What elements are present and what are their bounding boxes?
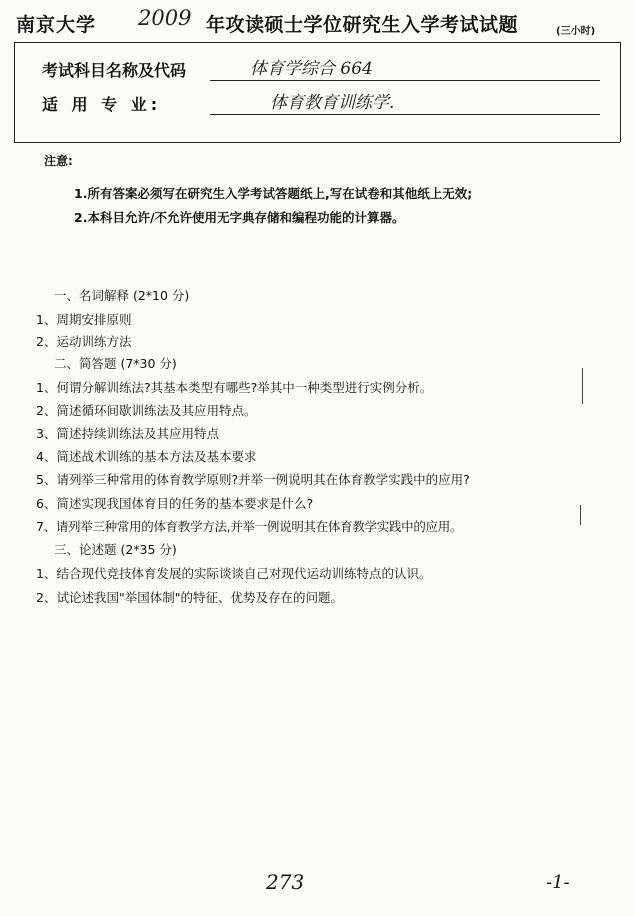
exam-title: 年攻读硕士学位研究生入学考试试题 [206, 14, 519, 36]
question-item: 4、简述战术训练的基本方法及基本要求 [36, 449, 257, 464]
note-item: 1.所有答案必须写在研究生入学考试答题纸上,写在试卷和其他纸上无效; [74, 186, 473, 201]
university-name: 南京大学 [16, 14, 97, 36]
handwritten-year: 2009 [138, 6, 192, 30]
question-item: 5、请列举三种常用的体育教学原则?并举一例说明其在体育教学实践中的应用? [36, 472, 470, 487]
question-item: 7、请列举三种常用的体育教学方法,并举一例说明其在体育教学实践中的应用。 [36, 519, 463, 534]
question-item: 2、运动训练方法 [36, 334, 132, 349]
header-top-rule [14, 42, 620, 43]
question-item: 2、简述循环间歇训练法及其应用特点。 [36, 403, 257, 418]
scan-mark [582, 368, 583, 404]
question-item: 1、结合现代竞技体育发展的实际谈谈自己对现代运动训练特点的认识。 [36, 566, 432, 581]
section-heading: 一、名词解释 (2*10 分) [54, 288, 190, 303]
subject-underline [210, 80, 600, 81]
subject-value: 体育学综合 664 [250, 59, 373, 79]
handwritten-page-code: 273 [266, 870, 305, 894]
notes-title: 注意: [44, 154, 73, 168]
scan-mark [580, 505, 581, 525]
question-item: 6、简述实现我国体育目的任务的基本要求是什么? [36, 496, 314, 511]
question-item: 2、试论述我国"举国体制"的特征、优势及存在的问题。 [36, 590, 343, 605]
form-bottom-rule [14, 142, 620, 143]
subject-label: 考试科目名称及代码 [42, 61, 187, 80]
major-underline [210, 114, 600, 115]
question-item: 1、何谓分解训练法?其基本类型有哪些?举其中一种类型进行实例分析。 [36, 380, 433, 395]
note-item: 2.本科目允许/不允许使用无字典存储和编程功能的计算器。 [74, 210, 405, 225]
form-left-border [14, 42, 15, 142]
form-right-border [620, 42, 621, 142]
section-heading: 三、论述题 (2*35 分) [54, 542, 177, 557]
question-item: 1、周期安排原则 [36, 312, 132, 327]
major-value: 体育教育训练学. [270, 93, 395, 113]
section-heading: 二、简答题 (7*30 分) [54, 356, 177, 371]
exam-duration: (三小时) [556, 26, 596, 37]
major-label: 适 用 专 业: [42, 95, 162, 114]
page-number: -1- [546, 872, 570, 893]
question-item: 3、简述持续训练法及其应用特点 [36, 426, 219, 441]
